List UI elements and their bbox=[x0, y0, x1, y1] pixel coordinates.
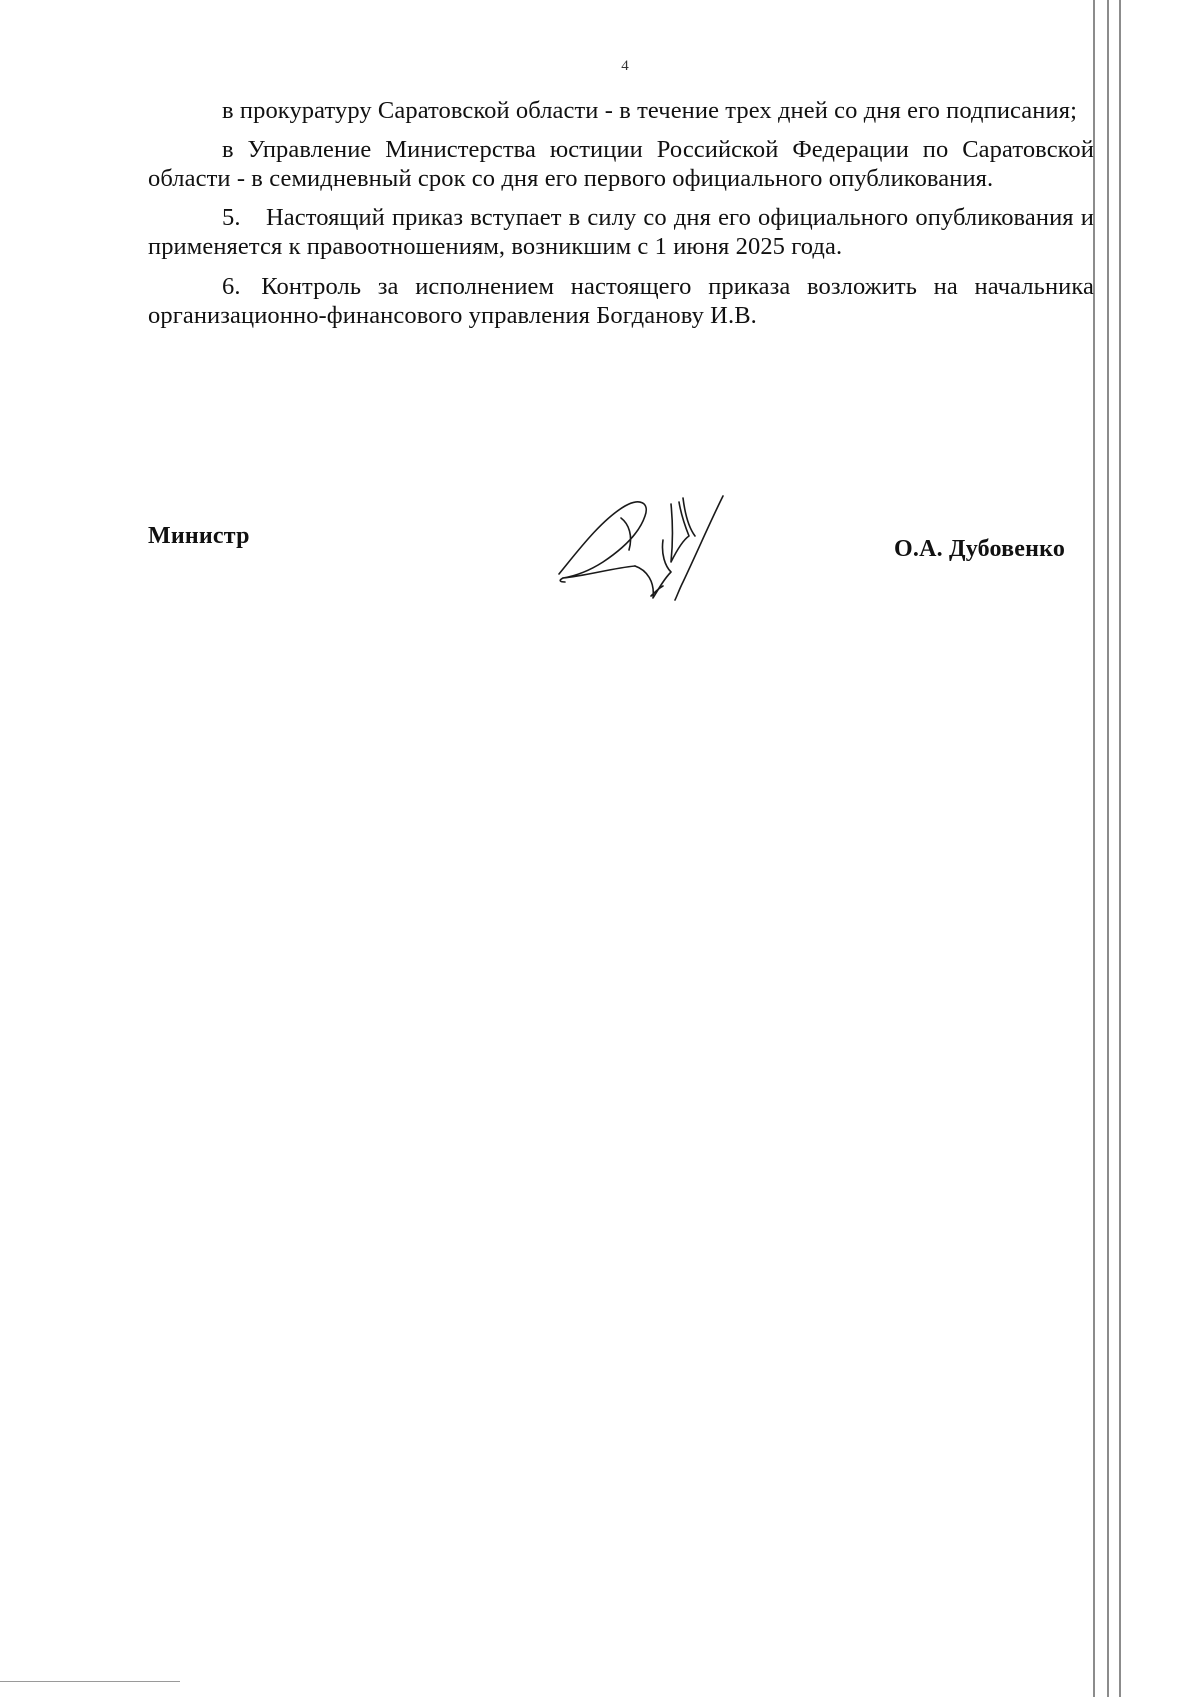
signatory-name: О.А. Дубовенко bbox=[894, 536, 1066, 562]
paragraph-6-text: Контроль за исполнением настоящего приказа возложить на начальника организационно-финансового управления Богданову И.В. bbox=[148, 273, 1094, 329]
paragraph-5 bbox=[148, 203, 1094, 261]
scan-bottom-line bbox=[0, 1681, 180, 1682]
signatory-title: Министр bbox=[148, 523, 250, 549]
paragraph-5-number: 5. bbox=[222, 204, 241, 231]
paragraph-6 bbox=[148, 272, 1094, 330]
paragraph-6-number: 6. bbox=[222, 273, 241, 300]
paragraph-prosecutor: в прокуратуру Саратовской области - в течение трех дней со дня его подписания; bbox=[222, 97, 1077, 124]
paragraph-justice-ministry: в Управление Министерства юстиции Российской Федерации по Саратовской области - в семидневный срок со дня его первого официального опубликования. bbox=[148, 136, 1094, 192]
handwritten-signature-icon bbox=[555, 492, 775, 602]
scan-margin-lines bbox=[1085, 0, 1125, 1697]
page-number: 4 bbox=[621, 58, 629, 74]
paragraph-5-text: Настоящий приказ вступает в силу со дня его официального опубликования и применяется к правоотношениям, возникшим с 1 июня 2025 года. bbox=[148, 204, 1094, 260]
document-body bbox=[148, 96, 1094, 340]
